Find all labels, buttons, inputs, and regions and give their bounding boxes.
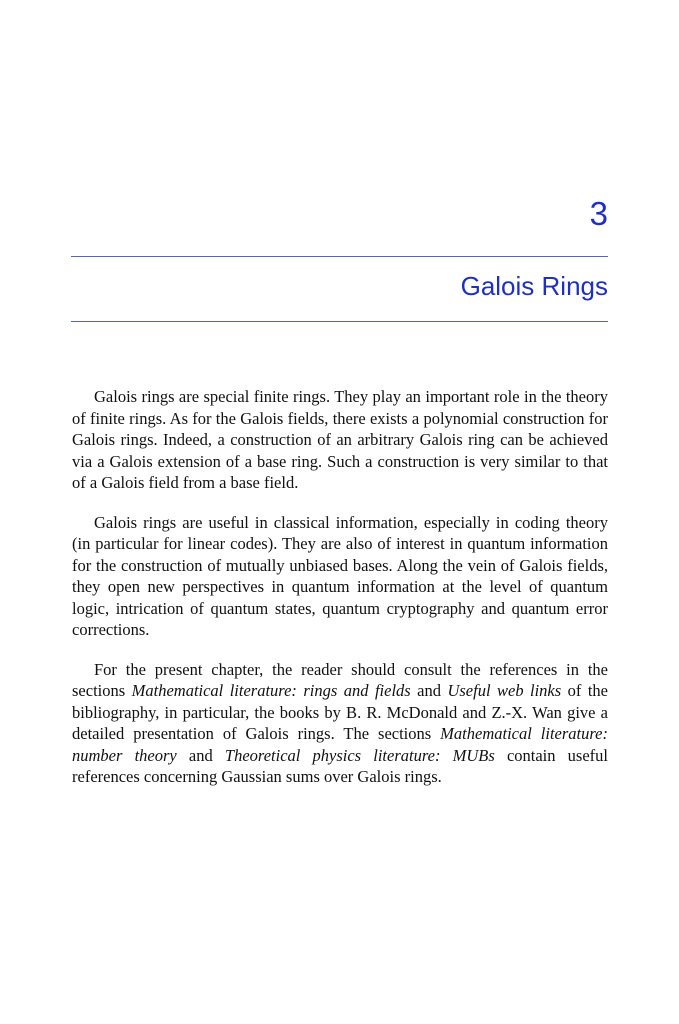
paragraph-3-text: and (176, 745, 225, 765)
paragraph-3-text: of the bibliography, in particular, the books by B. R. McDonald and Z.-X. Wan give a detailed presentation of Galois rings. The sections (72, 681, 608, 743)
heading-rule-top (71, 256, 608, 257)
section-reference: Mathematical literature: number theory (72, 724, 609, 765)
chapter-number: 3 (589, 195, 608, 232)
heading-rule-bottom (71, 321, 608, 322)
chapter-title: Galois Rings (460, 271, 608, 301)
paragraph-3 (72, 659, 608, 788)
paragraph-2: Galois rings are useful in classical information, especially in coding theory (in particular for linear codes). They are also of interest in quantum information for the construction of mutually unbiased bases. Along the vein of Galois fields, they open new perspectives in quantum information at the level of quantum logic, intrication of quantum states, quantum cryptography and quantum error corrections. (72, 512, 608, 639)
section-reference: Mathematical literature: rings and fields (131, 681, 411, 700)
chapter-body (72, 386, 608, 806)
paragraph-3-text: For the present chapter, the reader should consult the references in the sections (72, 659, 608, 700)
paragraph-3-text: contain useful references concerning Gaussian sums over Galois rings. (72, 745, 608, 786)
paragraph-3-text: and (410, 681, 448, 700)
section-reference: Useful web links (447, 681, 562, 700)
section-reference: Theoretical physics literature: MUBs (224, 745, 495, 765)
paragraph-1: Galois rings are special finite rings. They play an important role in the theory of finite rings. As for the Galois fields, there exists a polynomial construction for Galois rings. Indeed, a construction of an arbitrary Galois ring can be achieved via a Galois extension of a base ring. Such a construction is very similar to that of a Galois field from a base field. (72, 387, 608, 492)
